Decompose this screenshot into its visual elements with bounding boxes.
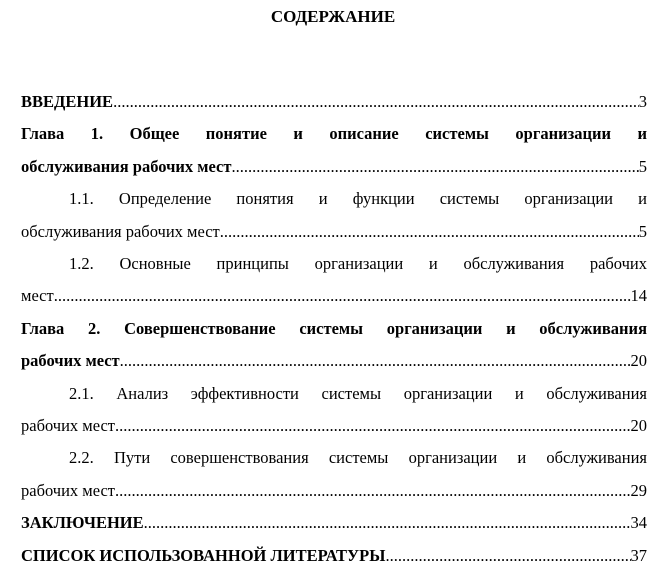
dot-leader [120,345,631,377]
dot-leader [220,216,639,248]
toc-entry-introduction[interactable] [21,86,647,118]
toc-entry-section-1-2[interactable] [21,248,647,313]
toc-entry-last-line [21,86,647,118]
toc-entry-last-line [21,507,647,539]
toc-entry-line: 1.1. Определение понятия и функции системы организации и [69,189,647,209]
toc-entry-text: ВВЕДЕНИЕ [21,92,114,111]
toc-title: СОДЕРЖАНИЕ [270,7,396,26]
toc-entry-section-2-1[interactable] [21,378,647,443]
dot-leader [144,507,631,539]
toc-entry-text: рабочих мест [21,480,116,500]
toc-entry-section-1-1[interactable] [21,183,647,248]
dot-leader [115,410,630,442]
toc-entry-last-line [21,540,647,572]
toc-entry-conclusion[interactable] [21,507,647,539]
toc-entry-line: Глава 1. Общее понятие и описание системы организации и [21,124,647,144]
toc-entry-last-line [21,345,647,377]
toc-page-number: 20 [630,351,647,371]
toc-entry-line: 2.2. Пути совершенствования системы организации и обслуживания [69,448,647,468]
toc-page-number: 34 [630,513,647,533]
toc-entry-references[interactable] [21,540,647,572]
toc-entry-text: рабочих мест [21,351,120,371]
toc-entry-text: СПИСОК ИСПОЛЬЗОВАННОЙ ЛИТЕРАТУРЫ [21,545,386,565]
toc-entry-last-line [21,475,647,507]
toc-entry-text: обслуживания рабочих мест [21,221,220,241]
toc-entry-last-line [21,216,647,248]
toc-entry-line: 1.2. Основные принципы организации и обслуживания рабочих [69,254,647,274]
toc-entry-last-line [21,151,647,183]
toc-entry-text: рабочих мест [21,416,116,436]
toc-page-number: 5 [638,221,647,241]
dot-leader [385,540,630,572]
toc-page-number: 29 [630,480,647,500]
table-of-contents [21,86,647,572]
toc-entry-text: ЗАКЛЮЧЕНИЕ [21,513,144,533]
toc-entry-line: Глава 2. Совершенствование системы организации и обслуживания [21,318,647,338]
dot-leader [54,280,631,312]
dot-leader [231,151,638,183]
toc-entry-last-line [21,280,647,312]
toc-entry-section-2-2[interactable] [21,442,647,507]
toc-entry-chapter-1[interactable] [21,118,647,183]
toc-entry-line: 2.1. Анализ эффективности системы организации и обслуживания [69,383,647,403]
dot-leader [113,86,639,118]
toc-page-number: 37 [630,545,647,565]
toc-entry-text: мест [21,286,54,306]
toc-entry-text: обслуживания рабочих мест [21,156,232,176]
toc-entry-last-line [21,410,647,442]
toc-page-number: 20 [630,416,647,436]
dot-leader [115,475,630,507]
toc-page-number: 3 [638,92,647,111]
toc-page-number: 14 [630,286,647,306]
toc-entry-chapter-2[interactable] [21,313,647,378]
toc-page-number: 5 [638,156,647,176]
